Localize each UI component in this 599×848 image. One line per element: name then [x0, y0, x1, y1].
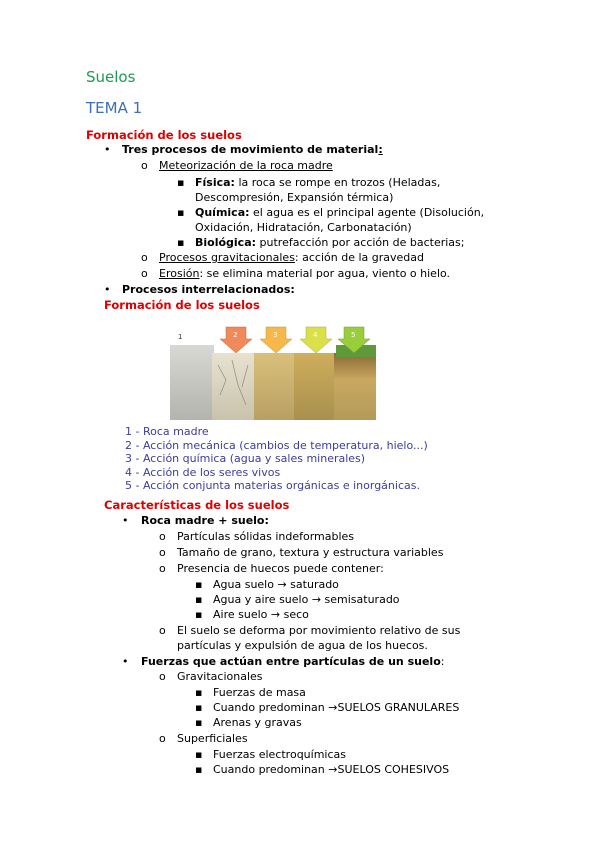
bullet-square: ▪	[195, 578, 203, 591]
sub-erosion: Erosión: se elimina material por agua, viento o hielo.	[159, 267, 451, 280]
block-2	[212, 353, 256, 420]
item-saturado: Agua suelo → saturado	[213, 578, 339, 591]
svg-text:3: 3	[273, 331, 278, 339]
diagram-legend	[125, 425, 428, 493]
item-biologica: Biológica: putrefacción por acción de bacterias;	[195, 236, 465, 249]
item-fisica: Física: la roca se rompe en trozos (Heladas,	[195, 176, 441, 189]
legend-item-4: 4 - Acción de los seres vivos	[125, 465, 281, 479]
bullet-circle: o	[159, 546, 166, 559]
bullet-dot: •	[104, 143, 111, 156]
sub-gravitacionales-2: Gravitacionales	[177, 670, 263, 683]
item-suelos-cohesivos: Cuando predominan →SUELOS COHESIVOS	[213, 763, 450, 776]
svg-text:2: 2	[233, 331, 238, 339]
stage-label-1: 1	[178, 333, 183, 341]
sub-particulas: Partículas sólidas indeformables	[177, 530, 355, 543]
heading-formacion: Formación de los suelos	[86, 128, 242, 142]
sub-deformacion-cont: partículas y expulsión de agua de los huecos.	[177, 639, 428, 652]
legend-item-2: 2 - Acción mecánica (cambios de temperatura, hielo...)	[125, 438, 428, 452]
heading-caracteristicas: Características de los suelos	[104, 498, 290, 512]
item-quimica: Química: el agua es el principal agente (Disolución,	[195, 206, 485, 219]
bullet-circle: o	[159, 624, 166, 637]
sub-deformacion: El suelo se deforma por movimiento relativo de sus	[177, 624, 461, 637]
arrow-2	[220, 327, 252, 353]
item-seco: Aire suelo → seco	[213, 608, 309, 621]
item-fuerzas: Fuerzas que actúan entre partículas de un suelo:	[141, 655, 445, 668]
bullet-square: ▪	[195, 608, 203, 621]
sub-meteorizacion: Meteorización de la roca madre	[159, 159, 333, 172]
bullet-dot: •	[122, 655, 129, 668]
item-quimica-cont: Oxidación, Hidratación, Carbonatación)	[195, 221, 412, 234]
bullet-circle: o	[159, 562, 166, 575]
sub-huecos: Presencia de huecos puede contener:	[177, 562, 384, 575]
legend-item-1: 1 - Roca madre	[125, 425, 209, 438]
item-arenas-gravas: Arenas y gravas	[213, 716, 302, 729]
item-semisaturado: Agua y aire suelo → semisaturado	[213, 593, 400, 606]
bullet-dot: •	[104, 283, 111, 296]
bullet-square: ▪	[195, 716, 203, 729]
bullet-square: ▪	[195, 686, 203, 699]
svg-text:4: 4	[313, 331, 318, 339]
block-5	[334, 353, 376, 420]
bullet-square: ▪	[177, 176, 185, 189]
item-roca-madre-suelo: Roca madre + suelo:	[141, 514, 269, 527]
sub-superficiales: Superficiales	[177, 732, 248, 745]
bullet-circle: o	[159, 670, 166, 683]
sub-tamano-grano: Tamaño de grano, textura y estructura variables	[177, 546, 444, 559]
bullet-circle: o	[141, 251, 148, 264]
item-suelos-granulares: Cuando predominan →SUELOS GRANULARES	[213, 701, 460, 714]
legend-item-5: 5 - Acción conjunta materias orgánicas e inorgánicas.	[125, 479, 420, 492]
block-3	[254, 353, 296, 420]
bullet-square: ▪	[195, 593, 203, 606]
bullet-circle: o	[159, 732, 166, 745]
bullet-square: ▪	[177, 206, 185, 219]
block-1	[170, 345, 214, 420]
arrow-3	[260, 327, 292, 353]
bullet-square: ▪	[195, 701, 203, 714]
arrow-4	[300, 327, 332, 353]
bullet-dot: •	[122, 514, 129, 527]
item-tres-procesos: Tres procesos de movimiento de material:	[122, 143, 383, 156]
bullet-circle: o	[141, 267, 148, 280]
legend-item-3: 3 - Acción química (agua y sales minerales)	[125, 452, 366, 465]
section-tema: TEMA 1	[86, 99, 143, 117]
item-fisica-cont: Descompresión, Expansión térmica)	[195, 191, 394, 204]
bullet-circle: o	[159, 530, 166, 543]
soil-formation-diagram	[168, 325, 380, 420]
block-4	[294, 353, 336, 420]
item-procesos-interrelacionados: Procesos interrelacionados:	[122, 283, 295, 296]
bullet-square: ▪	[195, 748, 203, 761]
bullet-circle: o	[141, 159, 148, 172]
sub-gravitacionales: Procesos gravitacionales: acción de la gravedad	[159, 251, 424, 264]
subheading-formacion: Formación de los suelos	[104, 298, 260, 312]
item-fuerzas-electroquimicas: Fuerzas electroquímicas	[213, 748, 346, 761]
bullet-square: ▪	[177, 236, 185, 249]
bullet-square: ▪	[195, 763, 203, 776]
document-title: Suelos	[86, 68, 136, 86]
svg-text:5: 5	[351, 331, 356, 339]
item-fuerzas-masa: Fuerzas de masa	[213, 686, 306, 699]
